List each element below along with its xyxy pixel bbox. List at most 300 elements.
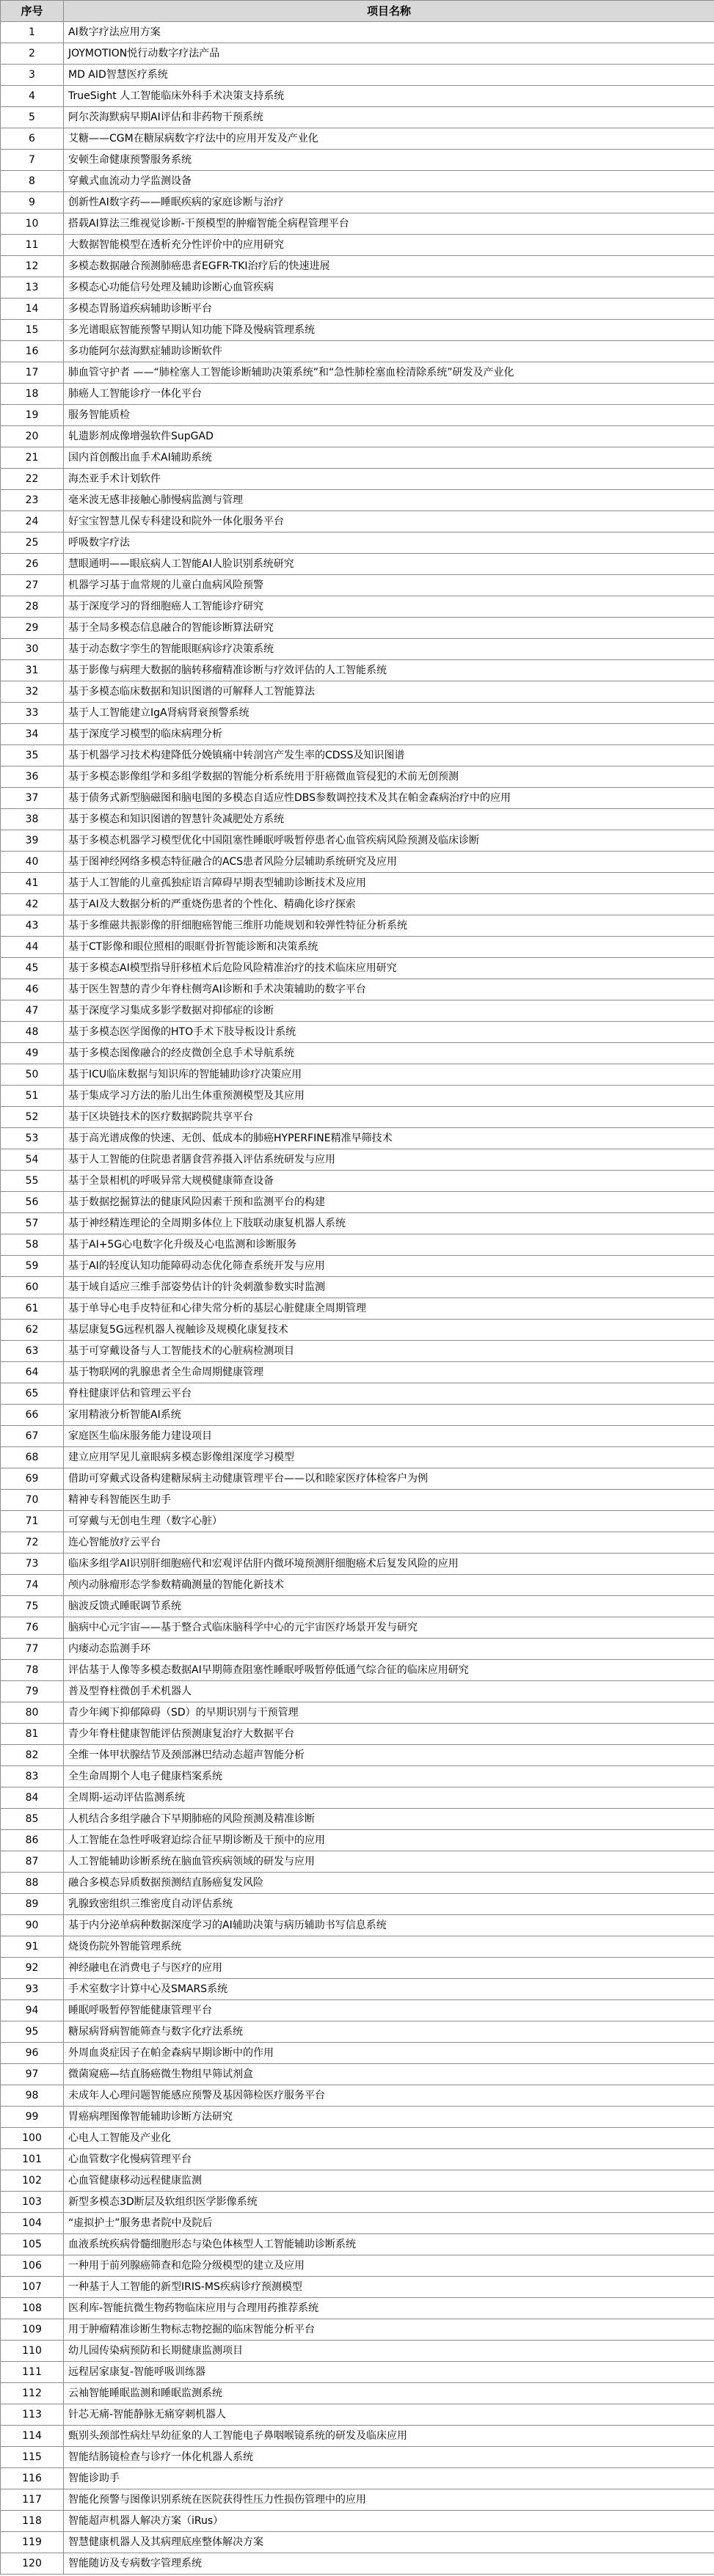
table-row (1, 618, 714, 639)
row-number-cell: 62 (1, 1320, 64, 1341)
row-number-cell: 120 (1, 2553, 64, 2575)
table-row (1, 873, 714, 894)
table-row (1, 1171, 714, 1192)
project-name-cell: 借助可穿戴式设备构建糖尿病主动健康管理平台——以和睦家医疗体检客户为例 (64, 1468, 714, 1490)
table-row (1, 1830, 714, 1851)
row-number-cell: 118 (1, 2511, 64, 2532)
project-name-cell: 颅内动脉瘤形态学参数精确测量的智能化新技术 (64, 1575, 714, 1596)
project-name-cell: 多模态心功能信号处理及辅助诊断心血管疾病 (64, 277, 714, 299)
project-name-cell: 基于ICU临床数据与知识库的智能辅助诊疗决策应用 (64, 1064, 714, 1086)
project-name-cell: 融合多模态异质数据预测结直肠癌复发风险 (64, 1873, 714, 1894)
table-row (1, 2149, 714, 2170)
table-row (1, 2362, 714, 2383)
table-row (1, 469, 714, 490)
table-header-row (1, 1, 714, 22)
row-number-cell: 71 (1, 1511, 64, 1532)
row-number-cell: 99 (1, 2107, 64, 2128)
column-header-number: 序号 (1, 1, 64, 22)
row-number-cell: 109 (1, 2319, 64, 2341)
row-number-cell: 4 (1, 86, 64, 107)
table-row (1, 1341, 714, 1362)
table-row (1, 1405, 714, 1426)
project-name-cell: 乳腺致密组织三维密度自动评估系统 (64, 1894, 714, 1915)
project-name-cell: 基于多模态图像融合的经皮微创全息手术导航系统 (64, 1043, 714, 1064)
project-name-cell: 基于数据挖掘算法的健康风险因素干预和监测平台的构建 (64, 1192, 714, 1213)
table-row (1, 2064, 714, 2085)
project-name-cell: 未成年人心理问题智能感应预警及基因筛检医疗服务平台 (64, 2085, 714, 2107)
row-number-cell: 98 (1, 2085, 64, 2107)
row-number-cell: 67 (1, 1426, 64, 1447)
row-number-cell: 44 (1, 937, 64, 958)
row-number-cell: 28 (1, 596, 64, 618)
row-number-cell: 91 (1, 1936, 64, 1958)
row-number-cell: 3 (1, 65, 64, 86)
row-number-cell: 20 (1, 426, 64, 447)
table-row (1, 2383, 714, 2404)
row-number-cell: 86 (1, 1830, 64, 1851)
row-number-cell: 36 (1, 766, 64, 788)
table-row (1, 1362, 714, 1383)
table-row (1, 596, 714, 618)
project-name-cell: MD AID智慧医疗系统 (64, 65, 714, 86)
row-number-cell: 50 (1, 1064, 64, 1086)
table-row (1, 703, 714, 724)
row-number-cell: 93 (1, 1979, 64, 2000)
project-name-cell: 幼儿园传染病预防和长期健康监测项目 (64, 2341, 714, 2362)
table-row (1, 2426, 714, 2447)
row-number-cell: 21 (1, 447, 64, 469)
row-number-cell: 24 (1, 511, 64, 533)
table-row (1, 1234, 714, 1256)
table-row (1, 2277, 714, 2298)
table-row (1, 2085, 714, 2107)
table-row (1, 554, 714, 575)
project-name-cell: 外周血炎症因子在帕金森病早期诊断中的作用 (64, 2043, 714, 2064)
row-number-cell: 38 (1, 809, 64, 830)
table-row (1, 1320, 714, 1341)
row-number-cell: 2 (1, 43, 64, 65)
row-number-cell: 15 (1, 320, 64, 341)
table-row (1, 2341, 714, 2362)
project-name-cell: 智能随访及专病数字管理系统 (64, 2553, 714, 2575)
table-row (1, 830, 714, 852)
table-row (1, 2404, 714, 2426)
row-number-cell: 117 (1, 2489, 64, 2511)
row-number-cell: 81 (1, 1724, 64, 1745)
project-name-cell: 青少年阈下抑郁障碍（SD）的早期识别与干预管理 (64, 1702, 714, 1724)
table-body (1, 22, 714, 2575)
row-number-cell: 84 (1, 1788, 64, 1809)
table-row (1, 2170, 714, 2192)
project-name-cell: 基于深度学习集成多影学数据对抑郁症的诊断 (64, 1000, 714, 1022)
project-name-cell: “虚拟护士”服务患者院中及院后 (64, 2213, 714, 2234)
project-name-cell: 脑病中心元宇宙——基于整合式临床脑科学中心的元宇宙医疗场景开发与研究 (64, 1617, 714, 1639)
row-number-cell: 7 (1, 150, 64, 171)
table-row (1, 1809, 714, 1830)
table-row (1, 2468, 714, 2489)
row-number-cell: 29 (1, 618, 64, 639)
row-number-cell: 9 (1, 192, 64, 213)
row-number-cell: 53 (1, 1128, 64, 1149)
table-row (1, 1979, 714, 2000)
table-row (1, 213, 714, 235)
table-row (1, 362, 714, 384)
row-number-cell: 116 (1, 2468, 64, 2489)
table-row (1, 2489, 714, 2511)
row-number-cell: 65 (1, 1383, 64, 1405)
row-number-cell: 79 (1, 1681, 64, 1702)
table-row (1, 2447, 714, 2468)
table-row (1, 1639, 714, 1660)
row-number-cell: 17 (1, 362, 64, 384)
table-row (1, 1426, 714, 1447)
project-name-cell: 安顿生命健康预警服务系统 (64, 150, 714, 171)
project-name-cell: 全生命周期个人电子健康档案系统 (64, 1766, 714, 1788)
project-name-cell: 基于图神经网络多模态特征融合的ACS患者风险分层辅助系统研究及应用 (64, 852, 714, 873)
row-number-cell: 90 (1, 1915, 64, 1936)
row-number-cell: 26 (1, 554, 64, 575)
project-name-cell: 基于人工智能的儿童孤独症语言障碍早期表型辅助诊断技术及应用 (64, 873, 714, 894)
table-row (1, 1277, 714, 1298)
table-row (1, 277, 714, 299)
table-row (1, 894, 714, 915)
table-row (1, 22, 714, 43)
project-name-cell: 毫米波无感非接触心肺慢病监测与管理 (64, 490, 714, 511)
table-row (1, 1064, 714, 1086)
row-number-cell: 30 (1, 639, 64, 660)
row-number-cell: 12 (1, 256, 64, 277)
project-name-cell: 创新性AI数字药——睡眠疾病的家庭诊断与治疗 (64, 192, 714, 213)
table-row (1, 1724, 714, 1745)
row-number-cell: 89 (1, 1894, 64, 1915)
row-number-cell: 68 (1, 1447, 64, 1468)
table-row (1, 1660, 714, 1681)
row-number-cell: 49 (1, 1043, 64, 1064)
project-name-cell: 智能诊助手 (64, 2468, 714, 2489)
table-row (1, 533, 714, 554)
row-number-cell: 19 (1, 405, 64, 426)
project-name-cell: 基于内分泌单病种数据深度学习的AI辅助决策与病历辅助书写信息系统 (64, 1915, 714, 1936)
table-row (1, 1213, 714, 1234)
table-row (1, 2511, 714, 2532)
row-number-cell: 16 (1, 341, 64, 362)
row-number-cell: 6 (1, 128, 64, 150)
row-number-cell: 87 (1, 1851, 64, 1873)
row-number-cell: 37 (1, 788, 64, 809)
project-name-cell: 一种基于人工智能的新型IRIS-MS疾病诊疗预测模型 (64, 2277, 714, 2298)
table-row (1, 2234, 714, 2255)
row-number-cell: 110 (1, 2341, 64, 2362)
row-number-cell: 115 (1, 2447, 64, 2468)
row-number-cell: 40 (1, 852, 64, 873)
project-name-cell: 多光谱眼底智能预警早期认知功能下降及慢病管理系统 (64, 320, 714, 341)
project-name-cell: 基于医生智慧的青少年脊柱侧弯AI诊断和手术决策辅助的数字平台 (64, 979, 714, 1000)
table-row (1, 384, 714, 405)
table-row (1, 1192, 714, 1213)
table-row (1, 2255, 714, 2277)
table-row (1, 1681, 714, 1702)
row-number-cell: 54 (1, 1149, 64, 1171)
row-number-cell: 35 (1, 745, 64, 766)
project-name-cell: 基于影像与病理大数据的脑转移瘤精准诊断与疗效评估的人工智能系统 (64, 660, 714, 681)
row-number-cell: 18 (1, 384, 64, 405)
project-name-cell: 好宝宝智慧儿保专科建设和院外一体化服务平台 (64, 511, 714, 533)
project-name-cell: 普及型脊柱微创手术机器人 (64, 1681, 714, 1702)
project-name-cell: AI数字疗法应用方案 (64, 22, 714, 43)
project-name-cell: 多模态胃肠道疾病辅助诊断平台 (64, 299, 714, 320)
project-name-cell: 智慧健康机器人及其病理底座整体解决方案 (64, 2532, 714, 2553)
table-row (1, 979, 714, 1000)
table-row (1, 511, 714, 533)
row-number-cell: 105 (1, 2234, 64, 2255)
table-row (1, 43, 714, 65)
project-name-cell: 肺癌人工智能诊疗一体化平台 (64, 384, 714, 405)
row-number-cell: 42 (1, 894, 64, 915)
row-number-cell: 32 (1, 681, 64, 703)
project-name-cell: 搭载AI算法三维视觉诊断-干预模型的肿瘤智能全病程管理平台 (64, 213, 714, 235)
row-number-cell: 72 (1, 1532, 64, 1554)
project-name-cell: 精神专科智能医生助手 (64, 1490, 714, 1511)
row-number-cell: 34 (1, 724, 64, 745)
project-name-cell: 基于全景相机的呼吸异常大规模健康筛查设备 (64, 1171, 714, 1192)
project-name-cell: 基于深度学习的肾细胞癌人工智能诊疗研究 (64, 596, 714, 618)
row-number-cell: 76 (1, 1617, 64, 1639)
table-row (1, 660, 714, 681)
row-number-cell: 5 (1, 107, 64, 128)
project-name-cell: 临床多组学AI识别肝细胞癌代和宏观评估肝内微环境预测肝细胞癌术后复发风险的应用 (64, 1554, 714, 1575)
table-row (1, 2021, 714, 2043)
project-name-cell: 内瘘动态监测手环 (64, 1639, 714, 1660)
table-row (1, 1894, 714, 1915)
table-row (1, 1511, 714, 1532)
row-number-cell: 64 (1, 1362, 64, 1383)
project-name-cell: 基于多模态医学图像的HTO手术下肢导板设计系统 (64, 1022, 714, 1043)
table-row (1, 1575, 714, 1596)
table-row (1, 1490, 714, 1511)
row-number-cell: 113 (1, 2404, 64, 2426)
row-number-cell: 92 (1, 1958, 64, 1979)
table-row (1, 1468, 714, 1490)
table-row (1, 766, 714, 788)
table-row (1, 447, 714, 469)
row-number-cell: 10 (1, 213, 64, 235)
row-number-cell: 101 (1, 2149, 64, 2170)
project-name-cell: 基于AI及大数据分析的严重烧伤患者的个性化、精确化诊疗探索 (64, 894, 714, 915)
row-number-cell: 83 (1, 1766, 64, 1788)
row-number-cell: 14 (1, 299, 64, 320)
row-number-cell: 69 (1, 1468, 64, 1490)
project-name-cell: 基于多模态和知识图谱的智慧针灸减肥处方系统 (64, 809, 714, 830)
row-number-cell: 82 (1, 1745, 64, 1766)
table-row (1, 2298, 714, 2319)
table-row (1, 2553, 714, 2575)
project-name-cell: 基于多模态AI模型指导肝移植术后危险风险精准治疗的技术临床应用研究 (64, 958, 714, 979)
table-row (1, 107, 714, 128)
project-name-cell: 基于可穿戴设备与人工智能技术的心脏病检测项目 (64, 1341, 714, 1362)
project-name-cell: 微菌窥癌—结直肠癌微生物组早筛试剂盒 (64, 2064, 714, 2085)
table-row (1, 915, 714, 937)
table-row (1, 192, 714, 213)
project-name-cell: 大数据智能模型在透析充分性评价中的应用研究 (64, 235, 714, 256)
table-row (1, 1043, 714, 1064)
project-name-cell: 基于多维磁共振影像的肝细胞癌智能三维肝功能规划和较弹性特征分析系统 (64, 915, 714, 937)
row-number-cell: 63 (1, 1341, 64, 1362)
table-row (1, 2532, 714, 2553)
project-name-cell: 智能超声机器人解决方案（iRus） (64, 2511, 714, 2532)
row-number-cell: 102 (1, 2170, 64, 2192)
project-name-cell: 评估基于人像等多模态数据AI早期筛查阻塞性睡眠呼吸暂停低通气综合征的临床应用研究 (64, 1660, 714, 1681)
project-name-cell: 基于AI的轻度认知功能障碍动态优化筛查系统开发与应用 (64, 1256, 714, 1277)
row-number-cell: 111 (1, 2362, 64, 2383)
project-name-cell: 基于人工智能建立IgA肾病肾衰预警系统 (64, 703, 714, 724)
table-row (1, 1447, 714, 1468)
table-row (1, 235, 714, 256)
table-row (1, 128, 714, 150)
project-name-cell: 全维一体甲状腺结节及颈部淋巴结动态超声智能分析 (64, 1745, 714, 1766)
row-number-cell: 73 (1, 1554, 64, 1575)
table-row (1, 1128, 714, 1149)
project-name-cell: 多模态数据融合预测肺癌患者EGFR-TKI治疗后的快速进展 (64, 256, 714, 277)
project-name-cell: 基于多模态影像组学和多组学数据的智能分析系统用于肝癌微血管侵犯的术前无创预测 (64, 766, 714, 788)
project-name-cell: 烧烫伤院外智能管理系统 (64, 1936, 714, 1958)
project-name-cell: 云袖智能睡眠监测和睡眠监测系统 (64, 2383, 714, 2404)
project-name-cell: 基于区块链技术的医疗数据跨院共享平台 (64, 1107, 714, 1128)
project-name-cell: 基于单导心电手皮特征和心律失常分析的基层心脏健康全周期管理 (64, 1298, 714, 1320)
project-name-cell: 基于高光谱成像的快速、无创、低成本的肺癌HYPERFINE精准早筛技术 (64, 1128, 714, 1149)
table-row (1, 490, 714, 511)
table-row (1, 1915, 714, 1936)
row-number-cell: 104 (1, 2213, 64, 2234)
table-row (1, 1702, 714, 1724)
row-number-cell: 114 (1, 2426, 64, 2447)
table-row (1, 1298, 714, 1320)
table-row (1, 1617, 714, 1639)
table-row (1, 852, 714, 873)
table-row (1, 2043, 714, 2064)
project-name-cell: 慧眼通明——眼底病人工智能AI人脸识别系统研究 (64, 554, 714, 575)
row-number-cell: 112 (1, 2383, 64, 2404)
row-number-cell: 13 (1, 277, 64, 299)
project-name-cell: 建立应用罕见儿童眼病多模态影像组深度学习模型 (64, 1447, 714, 1468)
project-name-cell: JOYMOTION悦行动数字疗法产品 (64, 43, 714, 65)
project-name-cell: 青少年脊柱健康智能评估预测康复治疗大数据平台 (64, 1724, 714, 1745)
table-row (1, 2128, 714, 2149)
row-number-cell: 74 (1, 1575, 64, 1596)
project-name-cell: TrueSight 人工智能临床外科手术决策支持系统 (64, 86, 714, 107)
row-number-cell: 25 (1, 533, 64, 554)
table-row (1, 1851, 714, 1873)
row-number-cell: 57 (1, 1213, 64, 1234)
table-row (1, 745, 714, 766)
table-row (1, 1554, 714, 1575)
row-number-cell: 70 (1, 1490, 64, 1511)
row-number-cell: 33 (1, 703, 64, 724)
table-row (1, 171, 714, 192)
row-number-cell: 39 (1, 830, 64, 852)
table-row (1, 1256, 714, 1277)
row-number-cell: 103 (1, 2192, 64, 2213)
row-number-cell: 59 (1, 1256, 64, 1277)
project-name-cell: 一种用于前列腺癌筛查和危险分级模型的建立及应用 (64, 2255, 714, 2277)
project-name-cell: 基于神经精连理论的全周期多体位上下肢联动康复机器人系统 (64, 1213, 714, 1234)
project-name-cell: 心电人工智能及产业化 (64, 2128, 714, 2149)
row-number-cell: 107 (1, 2277, 64, 2298)
table-row (1, 1022, 714, 1043)
project-name-cell: 基于动态数字孪生的智能眼眶病诊疗决策系统 (64, 639, 714, 660)
table-row (1, 575, 714, 596)
table-row (1, 1936, 714, 1958)
project-name-cell: 连心智能放疗云平台 (64, 1532, 714, 1554)
row-number-cell: 108 (1, 2298, 64, 2319)
project-name-cell: 神经融电在消费电子与医疗的应用 (64, 1958, 714, 1979)
project-name-cell: 血液系统疾病骨髓细胞形态与染色体核型人工智能辅助诊断系统 (64, 2234, 714, 2255)
project-name-cell: 糖尿病肾病智能筛查与数字化疗法系统 (64, 2021, 714, 2043)
project-name-cell: 多功能阿尔兹海默症辅助诊断软件 (64, 341, 714, 362)
project-name-cell: 新型多模态3D断层及软组织医学影像系统 (64, 2192, 714, 2213)
table-row (1, 1745, 714, 1766)
row-number-cell: 60 (1, 1277, 64, 1298)
table-row (1, 809, 714, 830)
project-name-cell: 智能化预警与图像识别系统在医院获得性压力性损伤管理中的应用 (64, 2489, 714, 2511)
row-number-cell: 95 (1, 2021, 64, 2043)
project-name-cell: 基于物联网的乳腺患者全生命周期健康管理 (64, 1362, 714, 1383)
row-number-cell: 23 (1, 490, 64, 511)
project-name-cell: 家庭医生临床服务能力建设项目 (64, 1426, 714, 1447)
project-name-cell: 海杰亚手术计划软件 (64, 469, 714, 490)
row-number-cell: 48 (1, 1022, 64, 1043)
project-name-cell: 家用精液分析智能AI系统 (64, 1405, 714, 1426)
project-name-cell: 阿尔茨海默病早期AI评估和非药物干预系统 (64, 107, 714, 128)
row-number-cell: 100 (1, 2128, 64, 2149)
project-name-cell: 基于集成学习方法的胎儿出生体重预测模型及其应用 (64, 1086, 714, 1107)
table-row (1, 2213, 714, 2234)
row-number-cell: 88 (1, 1873, 64, 1894)
table-row (1, 150, 714, 171)
project-name-cell: 基于债务式新型脑磁图和脑电图的多模态自适应性DBS参数调控技术及其在帕金森病治疗中的应用 (64, 788, 714, 809)
table-row (1, 1766, 714, 1788)
row-number-cell: 51 (1, 1086, 64, 1107)
table-row (1, 958, 714, 979)
project-name-cell: 胃癌病理图像智能辅助诊断方法研究 (64, 2107, 714, 2128)
table-row (1, 1532, 714, 1554)
row-number-cell: 45 (1, 958, 64, 979)
row-number-cell: 75 (1, 1596, 64, 1617)
project-name-cell: 机器学习基于血常规的儿童白血病风险预警 (64, 575, 714, 596)
row-number-cell: 58 (1, 1234, 64, 1256)
table-row (1, 256, 714, 277)
project-name-cell: 国内首创酸出血手术AI辅助系统 (64, 447, 714, 469)
table-row (1, 1788, 714, 1809)
row-number-cell: 80 (1, 1702, 64, 1724)
project-name-cell: 基于人工智能的住院患者膳食营养摄入评估系统研发与应用 (64, 1149, 714, 1171)
table-row (1, 2192, 714, 2213)
project-name-cell: 人工智能辅助诊断系统在脑血管疾病领域的研发与应用 (64, 1851, 714, 1873)
project-name-cell: 基于CT影像和眼位照相的眼眶骨折智能诊断和决策系统 (64, 937, 714, 958)
project-name-cell: 服务智能质检 (64, 405, 714, 426)
project-name-cell: 艾糖——CGM在糖尿病数字疗法中的应用开发及产业化 (64, 128, 714, 150)
row-number-cell: 61 (1, 1298, 64, 1320)
project-name-cell: 基于域自适应三维手部姿势估计的针灸刺激参数实时监测 (64, 1277, 714, 1298)
project-name-cell: 智能结肠镜检查与诊疗一体化机器人系统 (64, 2447, 714, 2468)
project-name-cell: 心血管数字化慢病管理平台 (64, 2149, 714, 2170)
row-number-cell: 8 (1, 171, 64, 192)
table-row (1, 937, 714, 958)
project-name-cell: 远程居家康复-智能呼吸训练器 (64, 2362, 714, 2383)
row-number-cell: 119 (1, 2532, 64, 2553)
project-name-cell: 轧遗影剂成像增强软件SupGAD (64, 426, 714, 447)
row-number-cell: 41 (1, 873, 64, 894)
row-number-cell: 47 (1, 1000, 64, 1022)
